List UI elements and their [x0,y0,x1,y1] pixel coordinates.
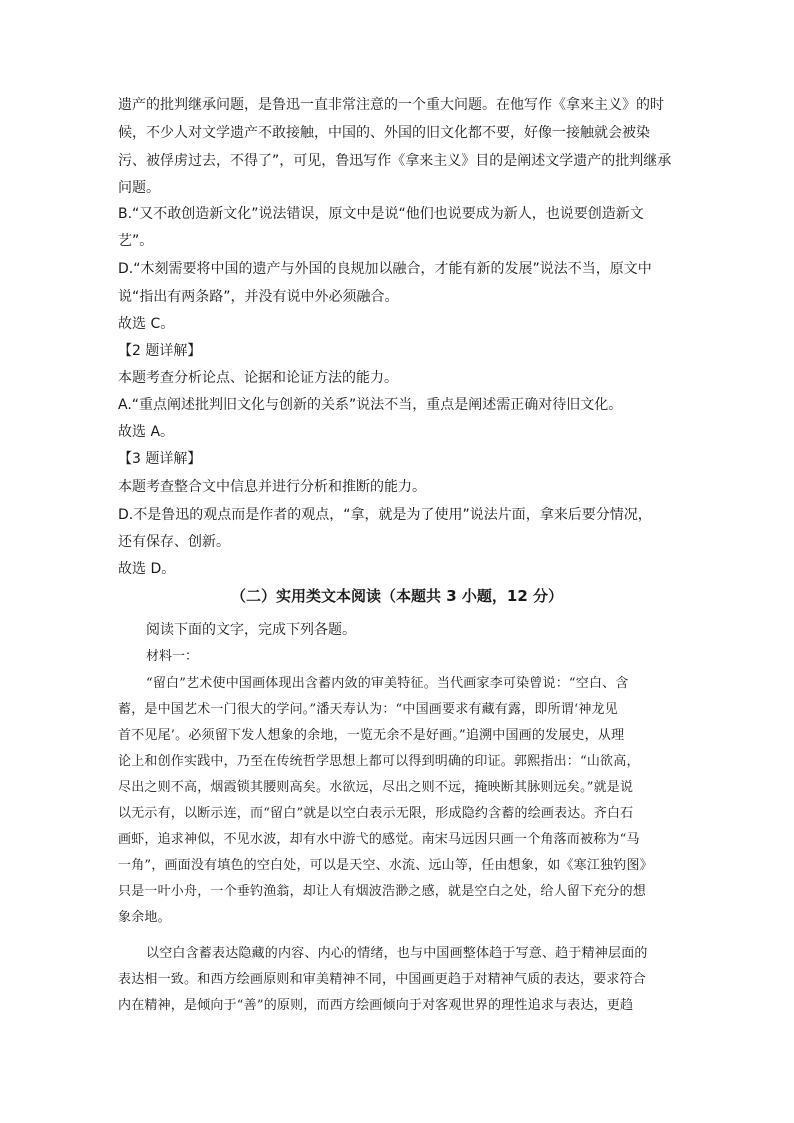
passage-line: 以空白含蓄表达隐藏的内容、内心的情绪，也与中国画整体趋于写意、趋于精神层面的 [146,946,648,961]
option-d-explanation: D.“木刻需要将中国的遗产与外国的良规加以融合，才能有新的发展”说法不当，原文中 [118,261,652,277]
answer-choice: 故选 D。 [118,561,176,577]
text-line: 本题考查整合文中信息并进行分析和推断的能力。 [118,479,426,495]
passage-line: 论上和创作实践中，乃至在传统哲学思想上都可以得到明确的印证。郭熙指出：“山欲高， [118,754,640,769]
passage-line: 尽出之则不高，烟霞锁其腰则高矣。水欲远，尽出之则不远，掩映断其脉则远矣。”就是说 [118,780,634,795]
passage-line: 一角”，画面没有填色的空白处，可以是天空、水流、远山等，任由想象，如《寒江独钓图》 [118,858,653,873]
passage-line: 象余地。 [118,910,171,925]
section-instruction: 阅读下面的文字，完成下列各题。 [146,622,356,638]
text-line: 还有保存、创新。 [118,534,230,550]
answer-choice: 故选 A。 [118,424,175,440]
material-label: 材料一： [146,649,199,664]
passage-line: “留白”艺术使中国画体现出含蓄内敛的审美特征。当代画家李可染曾说：“空白、含 [146,676,629,691]
option-b-explanation: B.“又不敢创造新文化”说法错误，原文中是说“他们也说要成为新人，也说要创造新文 [118,206,644,222]
section-heading: （二）实用类文本阅读（本题共 3 小题，12 分） [231,587,563,605]
text-line: 艺”。 [118,233,154,249]
question-2-header: 【2 题详解】 [118,343,202,359]
passage-line: 只是一叶小舟，一个垂钓渔翁，却让人有烟波浩渺之感，就是空白之处，给人留下充分的想 [118,884,647,899]
passage-line: 内在精神，是倾向于“善”的原则，而西方绘画倾向于对客观世界的理性追求与表达，更趋 [118,998,634,1013]
text-line: 污、被俘虏过去，不得了”，可见，鲁迅写作《拿来主义》目的是阐述文学遗产的批判继承 [118,153,672,169]
text-line: 候，不少人对文学遗产不敢接触，中国的、外国的旧文化都不要，好像一接触就会被染 [118,125,650,141]
passage-line: 首不见尾’。必须留下发人想象的余地，一览无余不是好画。”追溯中国画的发展史，从理 [118,728,625,743]
question-3-header: 【3 题详解】 [118,451,202,467]
text-line: 说“指出有两条路”，并没有说中外必须融合。 [118,289,399,305]
passage-line: 表达相一致。和西方绘画原则和审美精神不同，中国画更趋于对精神气质的表达，要求符合 [118,972,647,987]
option-d-explanation: D.不是鲁迅的观点而是作者的观点，“拿，就是为了使用”说法片面，拿来后要分情况， [118,507,652,523]
option-a-explanation: A.“重点阐述批判旧文化与创新的关系”说法不当，重点是阐述需正确对待旧文化。 [118,397,623,413]
text-line: 本题考查分析论点、论据和论证方法的能力。 [118,370,398,386]
answer-choice: 故选 C。 [118,316,175,332]
text-line: 遗产的批判继承问题，是鲁迅一直非常注意的一个重大问题。在他写作《拿来主义》的时 [118,97,664,113]
passage-line: 以无示有，以断示连，而“留白”就是以空白表示无限，形成隐约含蓄的绘画表达。齐白石 [118,806,634,821]
passage-line: 画虾，追求神似，不见水波，却有水中游弋的感觉。南宋马远因只画一个角落而被称为“马 [118,832,640,847]
text-line: 问题。 [118,180,160,196]
passage-line: 蓄，是中国艺术一门很大的学问。”潘天寿认为：“中国画要求有藏有露，即所谓‘神龙见 [118,702,618,717]
